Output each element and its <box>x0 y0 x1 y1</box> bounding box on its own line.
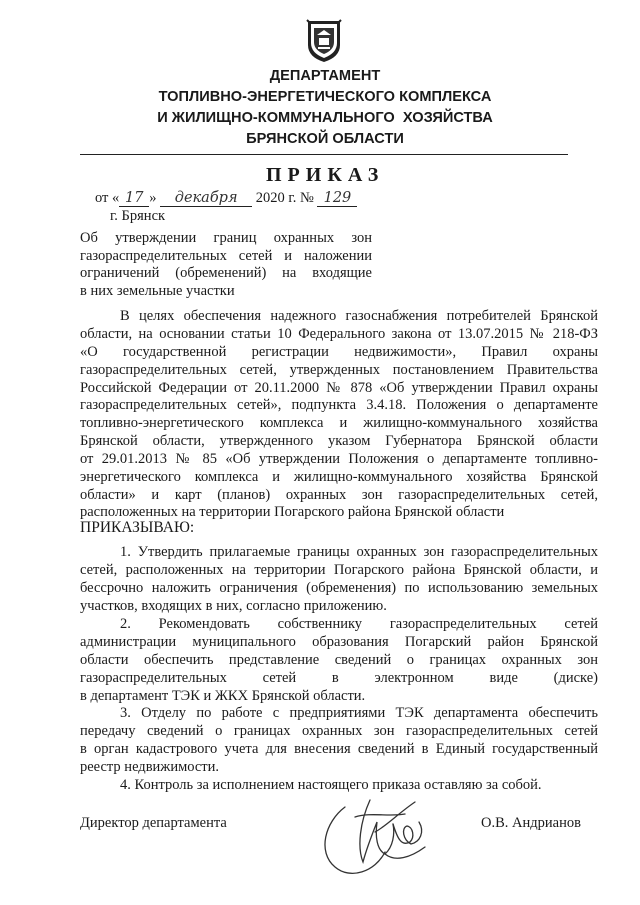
preamble-line: от 29.01.2013 № 85 «Об утверждении Положения о департаменте топливно- <box>80 451 598 467</box>
item-3-line: 3. Отделу по работе с предприятиями ТЭК департамента обеспечить <box>120 705 598 721</box>
number-prefix: № <box>299 190 314 206</box>
prikazyvayu-label: ПРИКАЗЫВАЮ: <box>80 519 195 536</box>
coat-of-arms-icon <box>305 19 343 63</box>
item-3-line: в орган кадастрового учета для внесения сведений в Единый государственный <box>80 741 598 757</box>
item-1-line: участков, входящих в них, согласно приложению. <box>80 598 387 614</box>
subject-line: Об утверждении границ охранных зон <box>80 230 372 246</box>
item-1-line: бессрочно наложить ограничения (обременения) по использованию земельных <box>80 580 598 596</box>
item-1-line: 1. Утвердить прилагаемые границы охранных зон газораспределительных <box>120 544 598 560</box>
header-divider <box>80 154 568 155</box>
item-1-line: сетей, расположенных на территории Погарского района Брянской области, и <box>80 562 598 578</box>
preamble-line: Российской Федерации от 20.11.2000 № 878 «Об утверждении Правил охраны <box>80 380 598 396</box>
subject-line: ограничений (обременений) на входящие <box>80 265 372 281</box>
order-city: г. Брянск <box>110 208 166 224</box>
preamble-line: Брянской области, утвержденного указом Губернатора Брянской области <box>80 433 598 449</box>
preamble-line: В целях обеспечения надежного газоснабжения потребителей Брянской <box>120 308 598 324</box>
date-mid: » <box>149 190 157 206</box>
subject-line: газораспределительных сетей и наложении <box>80 247 372 264</box>
preamble-line: газораспределительных сетей, утвержденных постановлением Правительства <box>80 362 598 378</box>
preamble-line: газораспределительных сетей», подпункта 3.4.18. Положения о департаменте <box>80 397 598 413</box>
order-subject <box>80 230 372 300</box>
item-2-line: в департамент ТЭК и ЖКХ Брянской области. <box>80 688 366 704</box>
item-3-line: реестр недвижимости. <box>80 759 220 775</box>
preamble-line: области, на основании статьи 10 Федерального закона от 13.07.2015 № 218-ФЗ <box>80 326 598 342</box>
subject-line: в них земельные участки <box>80 282 235 299</box>
dept-line-1: ДЕПАРТАМЕНТ <box>269 68 381 84</box>
order-year: 2020 г. <box>255 190 297 206</box>
dept-line-3: И ЖИЛИЩНО-КОММУНАЛЬНОГО ХОЗЯЙСТВА <box>157 110 493 126</box>
signatory-role: Директор департамента <box>80 815 227 831</box>
order-number: 129 <box>317 190 357 207</box>
signature-icon <box>315 792 440 882</box>
preamble-line: расположенных на территории Погарского района Брянской области <box>80 504 505 520</box>
item-4-line: 4. Контроль за исполнением настоящего приказа оставляю за собой. <box>120 777 542 793</box>
preamble-line: топливно-энергетического комплекса и жилищно-коммунального хозяйства <box>80 415 598 431</box>
dept-line-4: БРЯНСКОЙ ОБЛАСТИ <box>246 131 404 147</box>
preamble-line: «О государственной регистрации недвижимости», Правил охраны <box>80 344 598 360</box>
item-2-line: администрации муниципального образования Погарский район Брянской <box>80 634 598 650</box>
item-2-line: 2. Рекомендовать собственнику газораспределительных сетей <box>120 616 598 632</box>
order-day: 17 <box>119 190 149 207</box>
item-2-line: области обеспечить представление сведений о границах охранных зон <box>80 652 598 668</box>
dept-line-2: ТОПЛИВНО-ЭНЕРГЕТИЧЕСКОГО КОМПЛЕКСА <box>158 89 492 105</box>
department-header <box>80 66 570 150</box>
document-title: ПРИКАЗ <box>266 164 385 186</box>
date-prefix: от « <box>95 190 120 206</box>
order-date-line <box>95 190 357 207</box>
signatory-name: О.В. Андрианов <box>481 815 581 831</box>
preamble-line: энергетического комплекса и жилищно-коммунального хозяйства Брянской <box>80 469 598 485</box>
item-3-line: передачу сведений о границах охранных зон газораспределительных сетей <box>80 723 598 739</box>
item-2-line: газораспределительных сетей в электронном виде (диске) <box>80 670 598 686</box>
preamble-line: области» и карт (планов) охранных зон газораспределительных сетей, <box>80 487 598 503</box>
order-month: декабря <box>160 190 252 207</box>
